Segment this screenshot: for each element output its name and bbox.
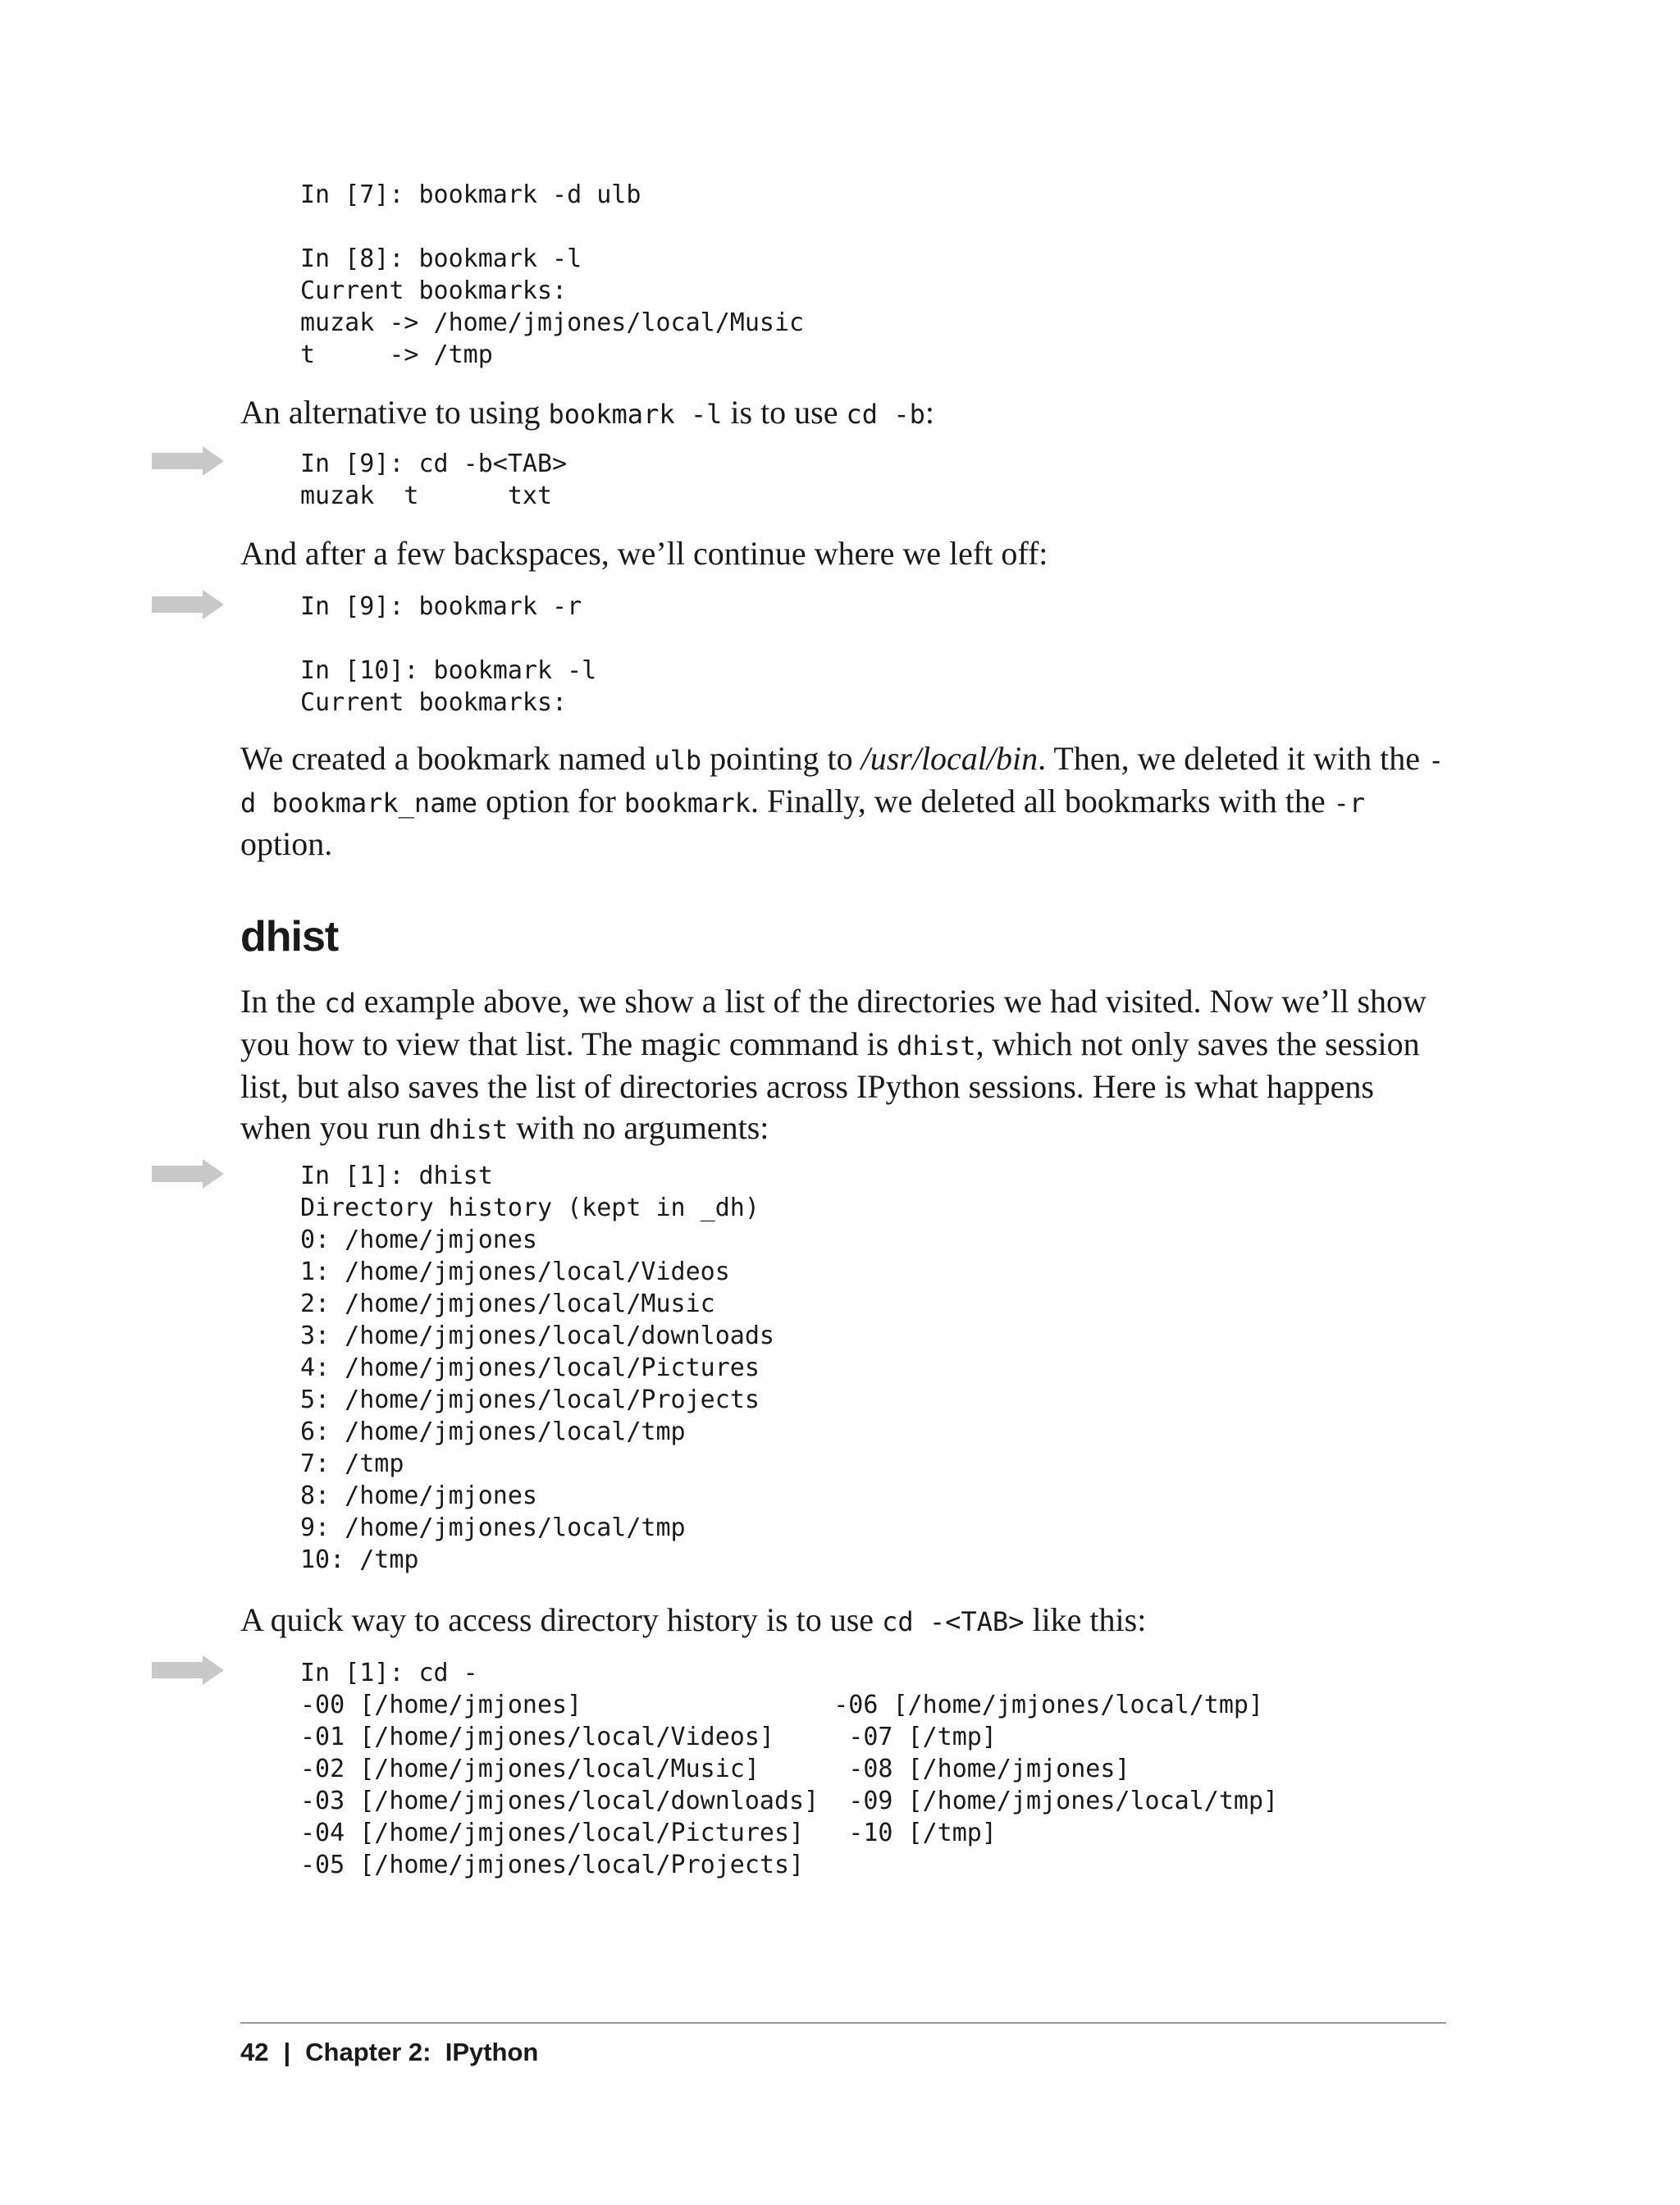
paragraph-bookmark-alternative: An alternative to using bookmark -l is to use cd -b: — [240, 394, 934, 431]
margin-arrow-icon — [152, 446, 224, 476]
paragraph-cd-tab: A quick way to access directory history is to use cd -<TAB> like this: — [240, 1601, 1147, 1638]
chapter-title: Chapter 2: IPython — [305, 2038, 539, 2066]
footer-separator: | — [283, 2038, 291, 2066]
code-block-cd-b: In [9]: cd -b<TAB> muzak t txt — [300, 450, 568, 510]
section-heading-dhist: dhist — [240, 913, 339, 961]
paragraph-dhist-intro: In the cd example above, we show a list of the directories we had visited. Now we’ll show you how to view that list. The magic command is dhist, which not only saves the session list, but also saves the list of directories across IPython sessions. Here is what happens when you run dhist with no arguments: — [240, 983, 1427, 1146]
margin-arrow-icon — [152, 1159, 224, 1189]
page-footer — [240, 2036, 538, 2069]
paragraph-backspaces: And after a few backspaces, we’ll continue where we left off: — [240, 535, 1048, 572]
footer-rule — [240, 2022, 1446, 2024]
code-block-bookmark-delete: In [7]: bookmark -d ulb In [8]: bookmark -l Current bookmarks: muzak -> /home/jmjones/local/Music t -> /tmp — [300, 180, 805, 369]
paragraph-bookmark-summary: We created a bookmark named ulb pointing to /usr/local/bin. Then, we deleted it with the -d bookmark_name option for bookmark. Finally, we deleted all bookmarks with the -r option. — [240, 740, 1445, 862]
code-block-cd-dash-output: In [1]: cd - -00 [/home/jmjones] -06 [/home/jmjones/local/tmp] -01 [/home/jmjones/local/Videos] -07 [/tmp] -02 [/home/jmjones/local/Music] -08 [/home/jmjones] -03 [/home/jmjones/local/downloads] -09 [/home/jmjones/local/tmp] -04 [/home/jmjones/local/Pictures] -10 [/tmp] -05 [/home/jmjones/local/Projects] — [300, 1659, 1279, 1879]
margin-arrow-icon — [152, 1655, 224, 1685]
page-number: 42 — [240, 2038, 269, 2066]
margin-arrow-icon — [152, 590, 224, 619]
code-block-dhist-output: In [1]: dhist Directory history (kept in _dh) 0: /home/jmjones 1: /home/jmjones/local/Videos 2: /home/jmjones/local/Music 3: /home/jmjones/local/downloads 4: /home/jmjones/local/Pictures 5: /home/jmjones/local/Projects 6: /home/jmjones/local/tmp 7: /tmp 8: /home/jmjones 9: /home/jmjones/local/tmp 10: /tmp — [300, 1162, 774, 1574]
code-block-bookmark-reset: In [9]: bookmark -r In [10]: bookmark -l Current bookmarks: — [300, 592, 597, 717]
